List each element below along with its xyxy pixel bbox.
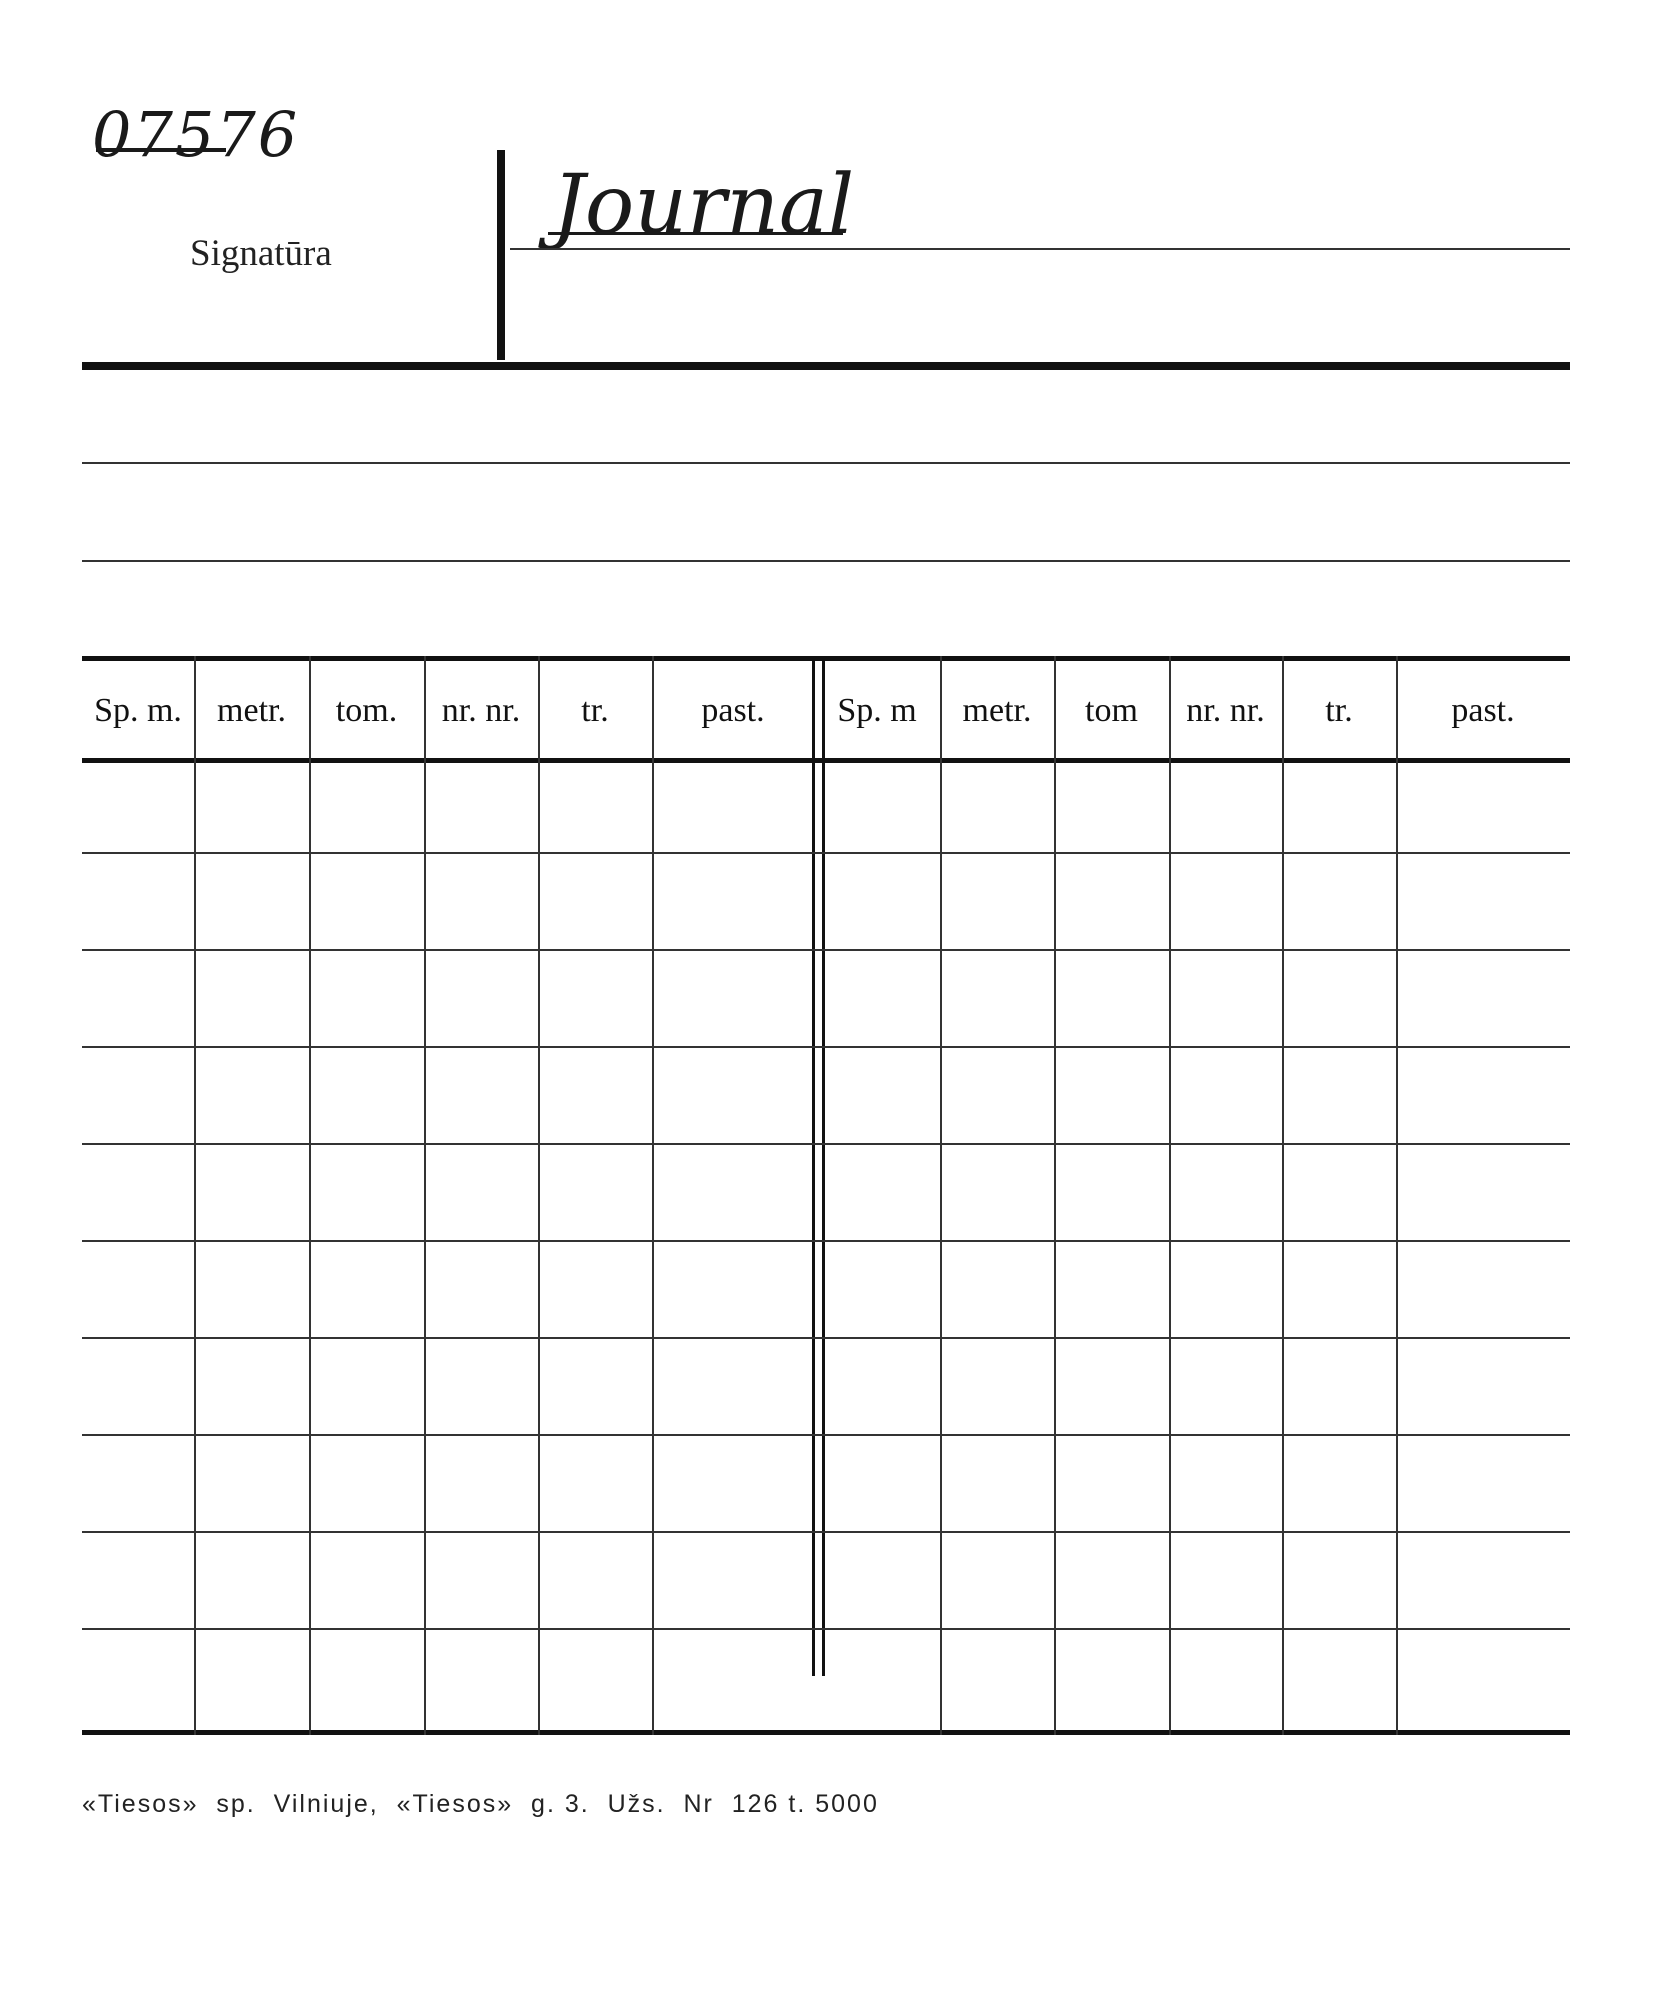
header-rule bbox=[82, 362, 1570, 370]
column-header: Sp. m. bbox=[94, 692, 182, 729]
table-row bbox=[82, 1240, 1570, 1242]
table-row bbox=[82, 852, 1570, 854]
column-divider bbox=[309, 656, 311, 1735]
column-header: tr. bbox=[1325, 692, 1353, 729]
column-header: nr. nr. bbox=[441, 692, 521, 729]
table-row bbox=[82, 1628, 1570, 1630]
column-divider bbox=[1054, 656, 1056, 1735]
column-divider bbox=[1396, 656, 1398, 1735]
center-double-divider bbox=[812, 656, 825, 1676]
column-divider bbox=[194, 656, 196, 1735]
table-row bbox=[82, 1143, 1570, 1145]
column-header: metr. bbox=[962, 692, 1032, 729]
signum-number: 07576 bbox=[92, 98, 300, 171]
column-divider bbox=[652, 656, 654, 1735]
column-divider bbox=[538, 656, 540, 1735]
column-header: past. bbox=[701, 692, 765, 729]
title-strikethrough bbox=[548, 232, 843, 235]
blank-line bbox=[82, 560, 1570, 562]
column-divider bbox=[1282, 656, 1284, 1735]
table-bottom-rule bbox=[82, 1730, 1570, 1735]
table-row bbox=[82, 1434, 1570, 1436]
printer-imprint: «Tiesos» sp. Vilniuje, «Tiesos» g. 3. Užs. Nr 126 t. 5000 bbox=[82, 1790, 879, 1818]
ledger-table bbox=[82, 656, 1570, 1736]
column-header: tom bbox=[1085, 692, 1138, 729]
column-header: Sp. m bbox=[837, 692, 917, 729]
header-divider bbox=[497, 150, 505, 360]
column-header: tom. bbox=[335, 692, 398, 729]
column-header: past. bbox=[1451, 692, 1515, 729]
column-divider bbox=[1169, 656, 1171, 1735]
table-row bbox=[82, 1337, 1570, 1339]
title-line bbox=[510, 248, 1570, 250]
table-row bbox=[82, 949, 1570, 951]
column-divider bbox=[424, 656, 426, 1735]
column-header: nr. nr. bbox=[1186, 692, 1265, 729]
table-header-rule bbox=[82, 758, 1570, 763]
column-divider bbox=[940, 656, 942, 1735]
table-row bbox=[82, 1046, 1570, 1048]
signature-label: Signatūra bbox=[190, 233, 332, 274]
table-row bbox=[82, 1531, 1570, 1533]
table-top-rule bbox=[82, 656, 1570, 661]
signum-strikethrough bbox=[96, 148, 226, 152]
column-header: tr. bbox=[581, 692, 609, 729]
column-header: metr. bbox=[217, 692, 286, 729]
blank-line bbox=[82, 462, 1570, 464]
title-handwritten: Journal bbox=[552, 158, 855, 253]
